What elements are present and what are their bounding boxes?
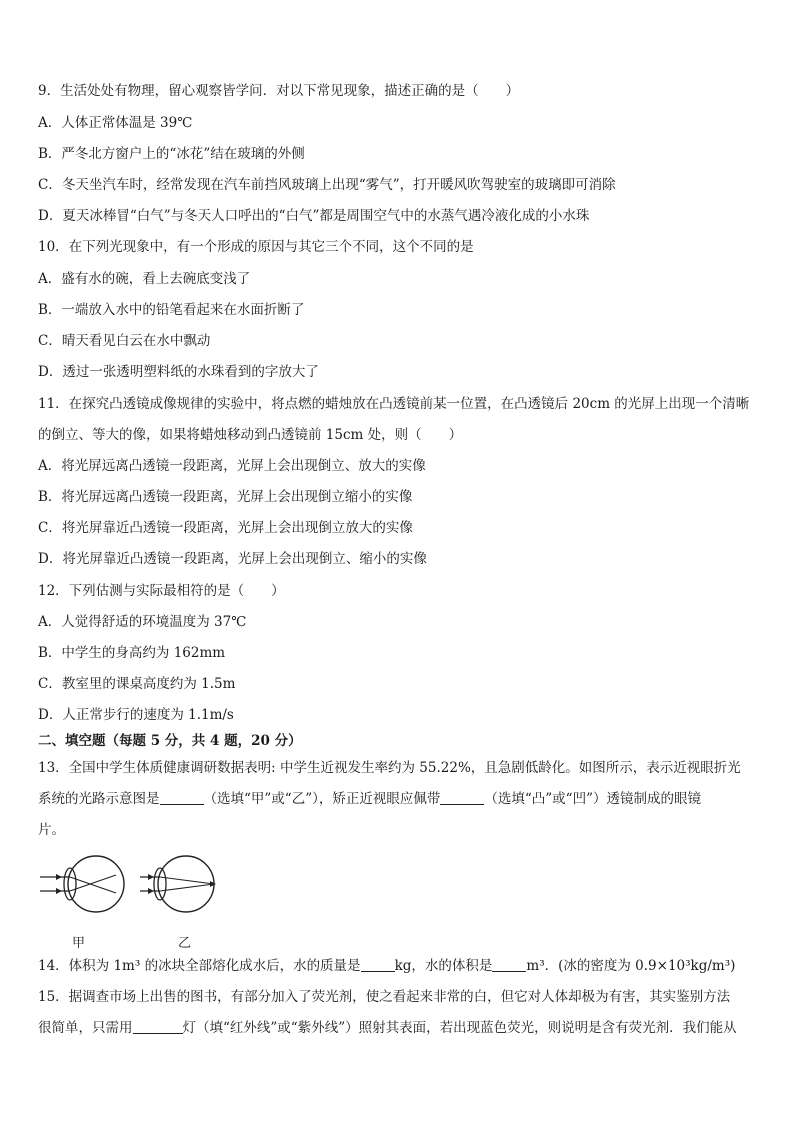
question-12-option-a: A．人觉得舒适的环境温度为 37℃ [38,614,247,630]
question-15-line-2 [38,1019,737,1037]
question-9-option-a: A．人体正常体温是 39℃ [38,115,193,131]
question-13-text-b: （选填“甲”或“乙”），矫正近视眼应佩带 [203,791,441,807]
question-10-option-b: B．一端放入水中的铅笔看起来在水面折断了 [38,302,305,318]
figure-label-jia: 甲 [72,936,86,951]
question-15-line-1: 15．据调查市场上出售的图书，有部分加入了荧光剂，使之看起来非常的白，但它对人体却极为有害，其实鉴别方法 [38,989,731,1005]
question-11-option-a: A．将光屏远离凸透镜一段距离，光屏上会出现倒立、放大的实像 [38,458,426,474]
question-12-option-d: D．人正常步行的速度为 1.1m/s [38,707,234,723]
question-13-line-2 [38,790,701,808]
eye-diagram-figure [36,846,236,956]
eye-diagram-svg [36,846,236,926]
eye-diagram-left [40,856,124,912]
question-10-option-d: D．透过一张透明塑料纸的水珠看到的字放大了 [38,364,319,380]
question-10-stem: 10．在下列光现象中，有一个形成的原因与其它三个不同，这个不同的是 [38,239,474,255]
ray-left-top-out [70,877,116,893]
question-11-option-d: D．将光屏靠近凸透镜一段距离，光屏上会出现倒立、缩小的实像 [38,551,427,567]
question-12-stem: 12．下列估测与实际最相符的是（ ） [38,583,285,599]
figure-label-yi: 乙 [178,936,192,951]
arrow-right-focus [210,881,216,887]
arrow-left-top [56,874,62,880]
eye-diagram-right [140,856,216,912]
question-11-option-b: B．将光屏远离凸透镜一段距离，光屏上会出现倒立缩小的实像 [38,489,413,505]
question-14-text-c: m³．(冰的密度为 0.9×10³kg/m³) [526,958,736,974]
question-15-text-b: 灯（填“红外线”或“紫外线”）照射其表面，若出现蓝色荧光，则说明是含有荧光剂．我们能从 [182,1020,737,1036]
answer-blank-1[interactable] [160,790,204,805]
answer-blank-lamp[interactable] [133,1019,183,1034]
question-13-line-3: 片。 [38,822,65,838]
question-14 [38,957,735,975]
question-10-option-c: C．晴天看见白云在水中飘动 [38,333,211,349]
answer-blank-volume[interactable] [492,957,526,972]
question-14-text-b: kg，水的体积是 [394,958,493,974]
section-heading-fill-in: 二、填空题（每题 5 分，共 4 题，20 分） [38,733,302,749]
ray-right-bottom-out [160,884,214,891]
question-9-option-b: B．严冬北方窗户上的“冰花”结在玻璃的外侧 [38,146,305,162]
answer-blank-2[interactable] [440,790,484,805]
question-11-option-c: C．将光屏靠近凸透镜一段距离，光屏上会出现倒立放大的实像 [38,520,413,536]
question-15-text-a: 很简单，只需用 [38,1020,133,1036]
question-14-text-a: 14．体积为 1m³ 的冰块全部熔化成水后，水的质量是 [38,958,361,974]
question-13-line-1: 13．全国中学生体质健康调研数据表明: 中学生近视发生率约为 55.22%，且急剧低龄化。如图所示，表示近视眼折光 [38,760,741,776]
arrow-right-top [148,874,154,880]
question-10-option-a: A．盛有水的碗，看上去碗底变浅了 [38,271,251,287]
question-11-stem-line-2: 的倒立、等大的像，如果将蜡烛移动到凸透镜前 15cm 处，则（ ） [38,427,463,443]
question-9-stem: 9．生活处处有物理，留心观察皆学问．对以下常见现象，描述正确的是（ ） [38,83,520,99]
question-9-option-c: C．冬天坐汽车时，经常发现在汽车前挡风玻璃上出现“雾气”，打开暖风吹驾驶室的玻璃即可消除 [38,177,616,193]
question-13-text-a: 系统的光路示意图是 [38,791,160,807]
question-12-option-c: C．教室里的课桌高度约为 1.5m [38,676,236,692]
arrow-left-bottom [56,888,62,894]
question-12-option-b: B．中学生的身高约为 162mm [38,645,226,661]
question-9-option-d: D．夏天冰棒冒“白气”与冬天人口呼出的“白气”都是周围空气中的水蒸气遇冷液化成的小水珠 [38,208,590,224]
ray-right-top-out [160,877,214,884]
answer-blank-mass[interactable] [361,957,395,972]
question-11-stem-line-1: 11．在探究凸透镜成像规律的实验中，将点燃的蜡烛放在凸透镜前某一位置，在凸透镜后 20cm 的光屏上出现一个清晰 [38,396,750,412]
arrow-right-bottom [148,888,154,894]
question-13-text-c: （选填“凸”或“凹”）透镜制成的眼镜 [484,791,701,807]
ray-left-bottom-out [70,875,116,891]
